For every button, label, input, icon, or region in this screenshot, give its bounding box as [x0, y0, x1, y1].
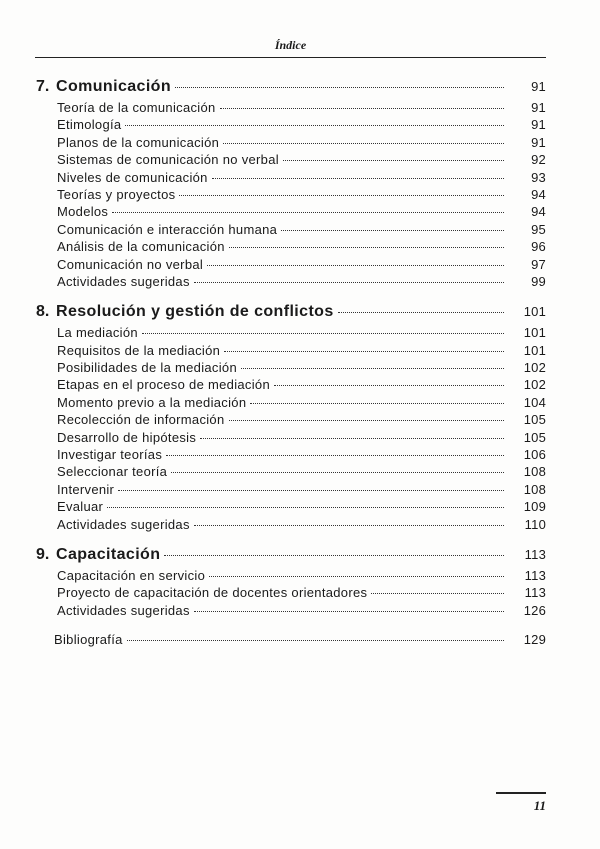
toc-entry [36, 343, 546, 360]
toc-entry [36, 568, 546, 585]
toc-entry-label: Actividades sugeridas [57, 273, 190, 289]
toc-entry-label: Comunicación no verbal [57, 256, 204, 272]
dot-leader [229, 420, 505, 421]
dot-leader [164, 555, 504, 556]
toc-entry-label: Etimología [57, 117, 122, 133]
toc-entry-label: Teorías y proyectos [57, 186, 176, 202]
chapter-block [36, 78, 546, 291]
toc-entry-label: Seleccionar teoría [57, 464, 168, 480]
toc-entry [36, 377, 546, 394]
chapter-number: 8. [36, 303, 50, 321]
toc-entry-page: 113 [524, 585, 546, 601]
toc-entry [36, 170, 546, 187]
toc-entry-page: 110 [524, 516, 546, 532]
chapter-page-number: 101 [523, 304, 546, 320]
dot-leader [224, 351, 504, 352]
toc-entry-page: 92 [531, 152, 546, 168]
toc-entry [36, 482, 546, 499]
toc-entry-label: Investigar teorías [57, 447, 163, 463]
toc-entry [36, 187, 546, 204]
toc-entry-page: 96 [531, 239, 546, 255]
toc-entry [36, 430, 546, 447]
dot-leader [127, 640, 504, 641]
dot-leader [220, 108, 504, 109]
dot-leader [212, 178, 504, 179]
toc-entry [36, 412, 546, 429]
toc-entry-label: Etapas en el proceso de mediación [57, 377, 270, 393]
toc-entry [36, 585, 546, 602]
dot-leader [171, 472, 504, 473]
toc-entry-page: 97 [531, 256, 546, 272]
chapter-heading [36, 303, 546, 325]
toc-entry [36, 135, 546, 152]
dot-leader [274, 385, 504, 386]
toc-entry-page: 91 [531, 134, 546, 150]
toc-entry [36, 603, 546, 620]
toc-entry [36, 360, 546, 377]
chapter-block [36, 546, 546, 620]
toc-entry-label: Planos de la comunicación [57, 134, 220, 150]
toc-entry [36, 464, 546, 481]
chapter-heading [36, 546, 546, 568]
toc-entry [36, 117, 546, 134]
dot-leader [175, 87, 504, 88]
toc-entry [36, 239, 546, 256]
toc-entry-page: 94 [531, 186, 546, 202]
chapter-title: Capacitación [56, 545, 161, 563]
bibliography-entry [36, 632, 546, 649]
toc-entry-page: 101 [523, 342, 546, 358]
toc-entry-page: 102 [523, 377, 546, 393]
toc-entry-label: Actividades sugeridas [57, 602, 190, 618]
toc-entry [36, 499, 546, 516]
toc-entry-label: Proyecto de capacitación de docentes orientadores [57, 585, 368, 601]
toc-entry-page: 108 [523, 481, 546, 497]
footer-rule [496, 792, 546, 794]
toc-entry-label: Recolección de información [57, 412, 225, 428]
dot-leader [223, 143, 504, 144]
toc-entry-label: Desarrollo de hipótesis [57, 429, 197, 445]
toc-entry-page: 101 [523, 325, 546, 341]
header-rule [35, 57, 546, 58]
chapter-title: Comunicación [56, 78, 172, 95]
chapter-title: Resolución y gestión de conflictos [56, 303, 334, 321]
running-header: Índice [274, 38, 307, 52]
dot-leader [118, 490, 504, 491]
bibliography-label: Bibliografía [54, 632, 123, 648]
toc-entry [36, 447, 546, 464]
toc-entry-label: Capacitación en servicio [57, 567, 206, 583]
toc-entry-label: Teoría de la comunicación [57, 100, 216, 115]
dot-leader [229, 247, 504, 248]
dot-leader [125, 125, 504, 126]
toc-entry-page: 126 [523, 602, 546, 618]
toc-entry [36, 257, 546, 274]
toc-entry [36, 152, 546, 169]
toc-entry [36, 517, 546, 534]
dot-leader [107, 507, 504, 508]
toc-entry-label: Momento previo a la mediación [57, 394, 247, 410]
toc-entry-page: 109 [523, 499, 546, 515]
chapter-page-number: 113 [524, 546, 546, 562]
toc-entry [36, 274, 546, 291]
toc-entry-page: 99 [531, 273, 546, 289]
toc-entry-label: Actividades sugeridas [57, 516, 190, 532]
toc-entry-label: La mediación [57, 325, 138, 341]
dot-leader [194, 282, 504, 283]
chapter-number: 7. [36, 78, 50, 95]
toc-entry-page: 105 [523, 429, 546, 445]
footer-page-number: 11 [533, 798, 546, 813]
chapter-number: 9. [36, 545, 50, 563]
toc-entry [36, 325, 546, 342]
toc-entry-label: Posibilidades de la mediación [57, 360, 237, 376]
toc-entry [36, 395, 546, 412]
toc-entry-label: Sistemas de comunicación no verbal [57, 152, 279, 168]
dot-leader [194, 525, 504, 526]
toc-entry-page: 95 [531, 221, 546, 237]
toc-entry-page: 106 [523, 447, 546, 463]
dot-leader [194, 611, 504, 612]
dot-leader [281, 230, 504, 231]
toc-entry-page: 113 [524, 567, 546, 583]
chapter-page-number: 91 [531, 79, 546, 94]
toc-entry [36, 204, 546, 221]
chapter-heading [36, 78, 546, 100]
toc-entry-page: 94 [531, 204, 546, 220]
toc-entry-label: Niveles de comunicación [57, 169, 208, 185]
toc-entry-page: 105 [523, 412, 546, 428]
dot-leader [142, 333, 504, 334]
dot-leader [371, 593, 504, 594]
toc-entry-label: Modelos [57, 204, 109, 220]
toc-entry-label: Intervenir [57, 481, 115, 497]
toc-entry-label: Requisitos de la mediación [57, 342, 221, 358]
toc-entry-page: 91 [531, 100, 546, 115]
chapter-block [36, 303, 546, 534]
dot-leader [250, 403, 504, 404]
toc-entry-page: 108 [523, 464, 546, 480]
toc-entry-label: Comunicación e interacción humana [57, 221, 278, 237]
bibliography-page: 129 [523, 632, 546, 648]
toc-entry [36, 222, 546, 239]
dot-leader [207, 265, 504, 266]
toc-entry-label: Análisis de la comunicación [57, 239, 225, 255]
toc-entry-page: 102 [523, 360, 546, 376]
dot-leader [112, 212, 504, 213]
table-of-contents [36, 78, 546, 650]
dot-leader [338, 312, 504, 313]
dot-leader [241, 368, 504, 369]
dot-leader [179, 195, 504, 196]
toc-entry-page: 93 [531, 169, 546, 185]
toc-entry-page: 104 [523, 394, 546, 410]
dot-leader [166, 455, 504, 456]
toc-entry-page: 91 [531, 117, 546, 133]
dot-leader [209, 576, 504, 577]
dot-leader [283, 160, 504, 161]
toc-entry [36, 100, 546, 117]
dot-leader [200, 438, 504, 439]
toc-entry-label: Evaluar [57, 499, 104, 515]
